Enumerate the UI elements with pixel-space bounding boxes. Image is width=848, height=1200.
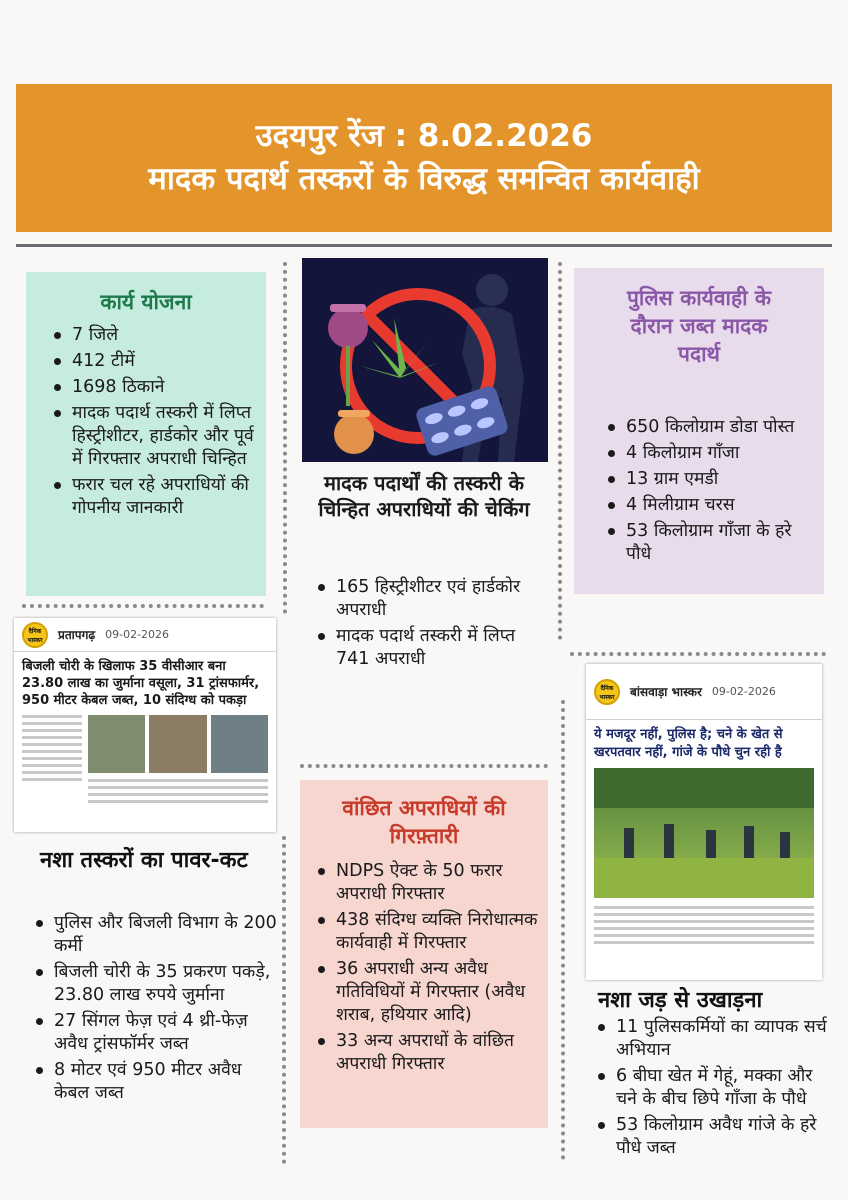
list-item: मादक पदार्थ तस्करी में लिप्त हिस्ट्रीशीटर, हार्डकोर और पूर्व में गिरफ्तार अपराधी चिन्हित <box>48 402 256 471</box>
list-item: 438 संदिग्ध व्यक्ति निरोधात्मक कार्यवाही में गिरफ्तार <box>312 909 540 955</box>
list-item: 27 सिंगल फेज़ एवं 4 थ्री-फेज़ अवैध ट्रांसफॉर्मर जब्त <box>30 1010 280 1056</box>
list-item: 6 बीघा खेत में गेहूं, मक्का और चने के बीच छिपे गाँजा के पौधे <box>592 1065 828 1111</box>
seized-drugs-title: पुलिस कार्यवाही के दौरान जब्त मादक पदार्थ <box>626 286 771 366</box>
newspaper-logo: दैनिक भास्कर <box>594 679 620 705</box>
checking-title: मादक पदार्थों की तस्करी के चिन्हित अपराधियों की चेकिंग <box>318 471 530 521</box>
article-text <box>22 715 82 807</box>
list-item: 8 मोटर एवं 950 मीटर अवैध केबल जब्त <box>30 1059 280 1105</box>
column-divider-left-lower <box>282 836 286 1164</box>
anti-drug-illustration <box>302 258 548 462</box>
uproot-title: नशा जड़ से उखाड़ना <box>598 988 763 1013</box>
news-photo <box>211 715 268 773</box>
wanted-arrests-list <box>312 860 540 1076</box>
action-plan-list <box>48 324 256 520</box>
column-divider-right-upper <box>558 262 562 640</box>
column-divider-left-upper <box>283 262 287 614</box>
field-photo <box>594 768 814 898</box>
list-item: 53 किलोग्राम गाँजा के हरे पौधे <box>602 520 814 566</box>
list-item: 33 अन्य अपराधों के वांछित अपराधी गिरफ्तार <box>312 1030 540 1076</box>
list-item: बिजली चोरी के 35 प्रकरण पकड़े, 23.80 लाख रुपये जुर्माना <box>30 961 280 1007</box>
list-item: 1698 ठिकाने <box>48 376 256 399</box>
list-item: पुलिस और बिजली विभाग के 200 कर्मी <box>30 912 280 958</box>
seized-drugs-list <box>602 416 814 566</box>
wanted-arrests-title: वांछित अपराधियों की गिरफ़्तारी <box>342 796 506 848</box>
list-item: 11 पुलिसकर्मियों का व्यापक सर्च अभियान <box>592 1016 828 1062</box>
newspaper-city: प्रतापगढ़ <box>58 628 96 642</box>
row-divider-left <box>22 604 264 608</box>
wanted-arrests-panel <box>300 780 548 1128</box>
power-cut-title: नशा तस्करों का पावर-कट <box>40 848 248 873</box>
seized-drugs-panel <box>574 268 824 594</box>
checking-list <box>312 576 548 674</box>
news-photo <box>88 715 145 773</box>
action-plan-title: कार्य योजना <box>100 290 192 314</box>
list-item: NDPS ऐक्ट के 50 फरार अपराधी गिरफ्तार <box>312 860 540 906</box>
list-item: 4 किलोग्राम गाँजा <box>602 442 814 465</box>
header-title-date: उदयपुर रेंज : 8.02.2026 <box>255 118 593 154</box>
list-item: 53 किलोग्राम अवैध गांजे के हरे पौधे जब्त <box>592 1114 828 1160</box>
list-item: 13 ग्राम एमडी <box>602 468 814 491</box>
list-item: 650 किलोग्राम डोडा पोस्त <box>602 416 814 439</box>
no-drugs-icon <box>302 258 548 462</box>
list-item: 36 अपराधी अन्य अवैध गतिविधियों में गिरफ्तार (अवैध शराब, हथियार आदि) <box>312 958 540 1027</box>
list-item: 165 हिस्ट्रीशीटर एवं हार्डकोर अपराधी <box>312 576 548 622</box>
newspaper-logo: दैनिक भास्कर <box>22 622 48 648</box>
newspaper-clipping-banswara <box>586 664 822 980</box>
list-item: मादक पदार्थ तस्करी में लिप्त 741 अपराधी <box>312 625 548 671</box>
newspaper-date: 09-02-2026 <box>711 685 776 698</box>
header-title-main: मादक पदार्थ तस्करों के विरुद्ध समन्वित कार्यवाही <box>148 161 700 197</box>
column-divider-right-lower <box>561 700 565 1160</box>
action-plan-panel <box>26 272 266 596</box>
list-item: 4 मिलीग्राम चरस <box>602 494 814 517</box>
uproot-list <box>592 1016 828 1163</box>
police-in-field-icon <box>594 768 814 898</box>
newspaper-headline: ये मजदूर नहीं, पुलिस है; चने के खेत से खरपतवार नहीं, गांजे के पौधे चुन रही है <box>594 727 783 760</box>
newspaper-date: 09-02-2026 <box>105 628 170 641</box>
article-text <box>88 779 268 803</box>
list-item: 7 जिले <box>48 324 256 347</box>
row-divider-right <box>570 652 826 656</box>
news-photo <box>149 715 206 773</box>
header-divider <box>16 244 832 247</box>
newspaper-headline: बिजली चोरी के खिलाफ 35 वीसीआर बना 23.80 लाख का जुर्माना वसूला, 31 ट्रांसफार्मर, 950 मीटर केबल जब्त, 10 संदिग्ध को पकड़ा <box>22 659 260 708</box>
header-banner <box>16 84 832 232</box>
power-cut-list <box>30 912 280 1108</box>
newspaper-clipping-pratapgarh <box>14 618 276 832</box>
article-text <box>586 898 822 944</box>
row-divider-center <box>300 764 548 768</box>
list-item: फरार चल रहे अपराधियों की गोपनीय जानकारी <box>48 474 256 520</box>
newspaper-city: बांसवाड़ा भास्कर <box>630 685 702 699</box>
list-item: 412 टीमें <box>48 350 256 373</box>
